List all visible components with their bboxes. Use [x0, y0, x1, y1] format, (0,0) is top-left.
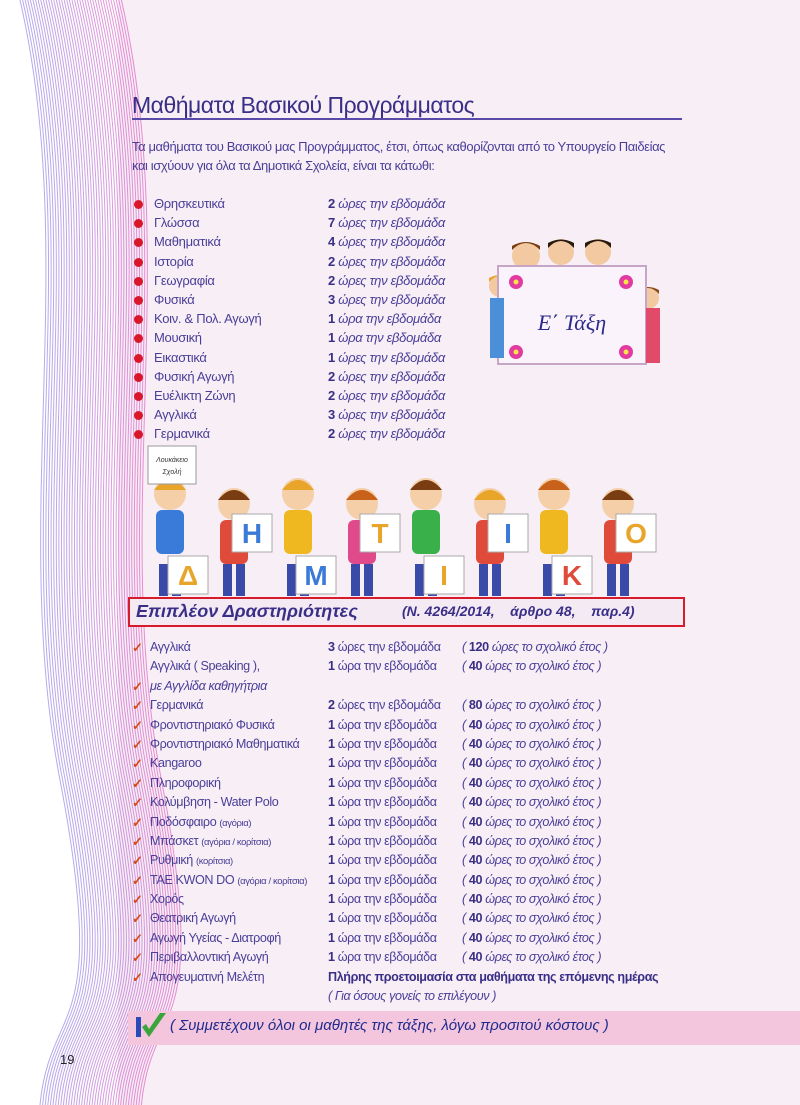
- weekly-hours-unit: ώρα την εβδομάδα: [337, 872, 437, 887]
- weekly-hours-unit: ώρα την εβδομάδα: [337, 659, 437, 674]
- yearly-hours-unit: ώρες το σχολικό έτος: [485, 892, 595, 907]
- dimotiko-kids-illustration: [140, 444, 680, 602]
- subject-hours: [328, 273, 445, 288]
- activity-name-text: Ποδόσφαιρο: [150, 814, 217, 829]
- yearly-hours-unit: ώρες το σχολικό έτος: [485, 833, 595, 848]
- activity-yearly-hours: ( 40 ώρες το σχολικό έτος ): [462, 775, 602, 790]
- footer-note: ( Συμμετέχουν όλοι οι μαθητές της τάξης, λόγω προσιτού κόστους ): [170, 1017, 609, 1034]
- activity-name-text: Κολύμβηση - Water Polo: [150, 795, 279, 810]
- yearly-hours-unit: ώρες το σχολικό έτος: [485, 872, 595, 887]
- activity-name: [150, 756, 201, 770]
- weekly-hours-count: 1: [328, 795, 335, 810]
- weekly-hours-count: 1: [328, 930, 335, 945]
- subject-name: Μουσική: [154, 330, 202, 346]
- activity-name-text: Φροντιστηριακό Φυσικά: [150, 717, 275, 732]
- hours-unit: ώρες την εβδομάδα: [338, 407, 445, 423]
- activity-name-text: Ρυθμική: [150, 853, 193, 868]
- activity-name-text: Αγγλικά ( Speaking ),: [150, 659, 260, 674]
- study-subnote: ( Για όσους γονείς το επιλέγουν ): [328, 989, 497, 1004]
- activity-audience: (αγόρια / κορίτσια): [201, 836, 271, 848]
- weekly-hours-unit: ώρες την εβδομάδα: [337, 640, 441, 654]
- hours-unit: ώρες την εβδομάδα: [338, 253, 445, 269]
- activity-yearly-hours: ( 120 ώρες το σχολικό έτος ): [462, 640, 608, 654]
- letter-card: [616, 514, 656, 552]
- hours-count: 1: [328, 330, 335, 346]
- letter-card-text: Μ: [304, 560, 328, 591]
- activity-yearly-hours: ( 40 ώρες το σχολικό έτος ): [462, 717, 602, 732]
- weekly-hours-count: 2: [328, 698, 335, 713]
- yearly-hours-count: 40: [468, 795, 483, 810]
- hours-count: 3: [328, 291, 335, 307]
- activity-yearly-hours: ( 40 ώρες το σχολικό έτος ): [462, 872, 602, 887]
- bullet-icon: [134, 315, 143, 324]
- activity-name-text: Χορός: [150, 892, 184, 907]
- activity-weekly-hours: [328, 892, 437, 906]
- activity-yearly-hours: ( 40 ώρες το σχολικό έτος ): [462, 892, 602, 907]
- check-icon: ✓: [132, 950, 143, 966]
- activity-name-text: Γερμανικά: [150, 698, 204, 713]
- letter-card-text: Ο: [625, 518, 647, 549]
- letter-card-text: Ι: [504, 518, 512, 549]
- yearly-hours-count: 40: [468, 911, 483, 926]
- subject-name: Φυσικά: [154, 291, 195, 307]
- subject-hours: [328, 350, 445, 365]
- weekly-hours-unit: ώρα την εβδομάδα: [337, 950, 437, 965]
- activity-name: [150, 834, 271, 848]
- yearly-hours-unit: ώρες το σχολικό έτος: [485, 950, 595, 965]
- activity-name: [150, 873, 307, 887]
- weekly-hours-unit: ώρα την εβδομάδα: [337, 892, 437, 907]
- subject-name: Ιστορία: [154, 253, 194, 269]
- bullet-icon: [134, 296, 143, 305]
- activity-name: [150, 659, 260, 673]
- letter-card-text: Δ: [177, 560, 199, 591]
- activity-name-text: Αγγλικά: [150, 640, 191, 654]
- activity-weekly-hours: [328, 795, 437, 809]
- activity-name: [150, 853, 233, 867]
- bullet-icon: [134, 277, 143, 286]
- subject-hours: [328, 369, 445, 384]
- subject-hours: [328, 234, 445, 249]
- check-icon: ✓: [132, 814, 143, 830]
- activity-name-text: Περιβαλλοντική Αγωγή: [150, 950, 269, 965]
- hours-unit: ώρες την εβδομάδα: [338, 215, 445, 231]
- activity-weekly-hours: [328, 698, 441, 712]
- subject-name: Μαθηματικά: [154, 234, 221, 250]
- hours-unit: ώρες την εβδομάδα: [338, 368, 445, 384]
- activity-yearly-hours: ( 40 ώρες το σχολικό έτος ): [462, 950, 602, 965]
- weekly-hours-unit: ώρα την εβδομάδα: [337, 911, 437, 926]
- weekly-hours-unit: ώρα την εβδομάδα: [337, 717, 437, 732]
- weekly-hours-unit: ώρα την εβδομάδα: [337, 736, 437, 751]
- class-sign-label: Ε΄ Τάξη: [537, 310, 607, 335]
- activity-audience: (αγόρια): [219, 817, 252, 829]
- check-icon: ✓: [132, 795, 143, 811]
- activity-name-text: Kangaroo: [150, 756, 202, 771]
- subject-name: Γερμανικά: [154, 426, 210, 442]
- yearly-hours-unit: ώρες το σχολικό έτος: [485, 717, 595, 732]
- subject-hours: [328, 292, 445, 307]
- activity-yearly-hours: ( 40 ώρες το σχολικό έτος ): [462, 795, 602, 810]
- activity-weekly-hours: [328, 659, 437, 673]
- activity-yearly-hours: ( 40 ώρες το σχολικό έτος ): [462, 659, 602, 674]
- activity-name: [150, 776, 221, 790]
- bullet-icon: [134, 411, 143, 420]
- weekly-hours-unit: ώρες την εβδομάδα: [337, 698, 441, 713]
- yearly-hours-count: 40: [468, 736, 483, 751]
- check-icon: ✓: [132, 930, 143, 946]
- intro-line: και ισχύουν για όλα τα Δημοτικά Σχολεία, είναι τα κάτωθι:: [132, 158, 435, 173]
- activity-yearly-hours: ( 40 ώρες το σχολικό έτος ): [462, 930, 602, 945]
- check-icon: ✓: [132, 775, 143, 791]
- extra-title: Επιπλέον Δραστηριότητες: [136, 601, 358, 621]
- hours-count: 1: [328, 349, 335, 365]
- hours-count: 2: [328, 387, 335, 403]
- activity-yearly-hours: ( 40 ώρες το σχολικό έτος ): [462, 853, 602, 868]
- activity-weekly-hours: [328, 911, 437, 925]
- hours-count: 2: [328, 272, 335, 288]
- letter-card-text: Τ: [371, 518, 389, 549]
- activity-name: [150, 640, 191, 654]
- activity-weekly-hours: [328, 950, 437, 964]
- yearly-hours-count: 40: [468, 930, 483, 945]
- activity-weekly-hours: [328, 737, 437, 751]
- bullet-icon: [134, 334, 143, 343]
- yearly-hours-unit: ώρες το σχολικό έτος: [485, 659, 595, 674]
- weekly-hours-count: 1: [328, 756, 335, 771]
- yearly-hours-count: 40: [468, 756, 483, 771]
- activity-yearly-hours: ( 80 ώρες το σχολικό έτος ): [462, 698, 602, 713]
- yearly-hours-count: 40: [468, 659, 483, 674]
- check-icon: ✓: [132, 756, 143, 772]
- yearly-hours-unit: ώρες το σχολικό έτος: [485, 775, 595, 790]
- activity-name-text: με Αγγλίδα καθηγήτρια: [150, 678, 267, 693]
- subject-hours: [328, 330, 441, 345]
- activity-weekly-hours: [328, 853, 437, 867]
- check-icon: ✓: [132, 717, 143, 733]
- hours-count: 1: [328, 311, 335, 327]
- yearly-hours-count: 40: [468, 892, 483, 907]
- activity-name: [150, 892, 184, 906]
- activity-name-text: Φροντιστηριακό Μαθηματικά: [150, 736, 300, 751]
- weekly-hours-count: 1: [328, 814, 335, 829]
- hours-unit: ώρα την εβδομάδα: [338, 311, 442, 327]
- yearly-hours-unit: ώρες το σχολικό έτος: [485, 853, 595, 868]
- subject-name: Γλώσσα: [154, 215, 200, 231]
- yearly-hours-count: 40: [468, 872, 483, 887]
- weekly-hours-count: 1: [328, 853, 335, 868]
- check-icon: ✓: [132, 911, 143, 927]
- page-title: Μαθήματα Βασικού Προγράμματος: [132, 92, 475, 118]
- weekly-hours-count: 1: [328, 736, 335, 751]
- weekly-hours-unit: ώρα την εβδομάδα: [337, 930, 437, 945]
- activity-weekly-hours: [328, 873, 437, 887]
- hours-unit: ώρες την εβδομάδα: [338, 349, 445, 365]
- weekly-hours-unit: ώρα την εβδομάδα: [337, 833, 437, 848]
- weekly-hours-count: 1: [328, 659, 335, 674]
- weekly-hours-count: 1: [328, 717, 335, 732]
- subject-name: Αγγλικά: [154, 407, 197, 423]
- letter-card-text: Ι: [440, 560, 448, 591]
- activity-weekly-hours: [328, 834, 437, 848]
- weekly-hours-count: 3: [328, 640, 335, 654]
- yearly-hours-unit: ώρες το σχολικό έτος: [485, 795, 595, 810]
- law-reference: (Ν. 4264/2014, άρθρο 48, παρ.4): [402, 603, 635, 619]
- yearly-hours-count: 80: [468, 698, 483, 713]
- subject-hours: [328, 426, 445, 441]
- bullet-icon: [134, 238, 143, 247]
- yearly-hours-unit: ώρες το σχολικό έτος: [485, 814, 595, 829]
- subject-name: Γεωγραφία: [154, 272, 215, 288]
- subject-hours: [328, 254, 445, 269]
- intro-text: [132, 137, 712, 175]
- subject-name: Εικαστικά: [154, 349, 207, 365]
- bullet-icon: [134, 373, 143, 382]
- subject-name: Θρησκευτικά: [154, 196, 225, 211]
- weekly-hours-count: 1: [328, 950, 335, 965]
- letter-card: [360, 514, 400, 552]
- letter-card: [424, 556, 464, 594]
- check-icon: ✓: [132, 892, 143, 908]
- check-icon: ✓: [132, 736, 143, 752]
- checkmark-icon: [134, 1011, 168, 1041]
- subject-name: Φυσική Αγωγή: [154, 368, 235, 384]
- weekly-hours-count: 1: [328, 775, 335, 790]
- hours-count: 2: [328, 426, 335, 442]
- yearly-hours-count: 120: [468, 640, 489, 654]
- yearly-hours-unit: ώρες το σχολικό έτος: [485, 930, 595, 945]
- subject-hours: [328, 215, 445, 230]
- check-icon: ✓: [132, 872, 143, 888]
- extra-activities-header: [128, 597, 685, 627]
- weekly-hours-unit: ώρα την εβδομάδα: [337, 853, 437, 868]
- subject-hours: [328, 311, 441, 326]
- activity-name: [150, 931, 281, 945]
- weekly-hours-unit: ώρα την εβδομάδα: [337, 756, 437, 771]
- yearly-hours-count: 40: [468, 833, 483, 848]
- activity-name: [150, 698, 203, 712]
- activity-name-text: Απογευματινή Μελέτη: [150, 969, 265, 984]
- hours-unit: ώρες την εβδομάδα: [338, 426, 445, 442]
- activity-weekly-hours: [328, 640, 441, 654]
- yearly-hours-unit: ώρες το σχολικό έτος: [485, 698, 595, 713]
- activity-weekly-hours: [328, 776, 437, 790]
- hours-unit: ώρες την εβδομάδα: [338, 272, 445, 288]
- bullet-icon: [134, 219, 143, 228]
- page-number: 19: [60, 1052, 75, 1067]
- activity-name-text: Πληροφορική: [150, 775, 221, 790]
- bullet-icon: [134, 354, 143, 363]
- activity-name: [150, 718, 274, 732]
- activity-weekly-hours: [328, 756, 437, 770]
- bullet-icon: [134, 392, 143, 401]
- study-note: Πλήρης προετοιμασία στα μαθήματα της επόμενης ημέρας: [328, 969, 659, 984]
- activity-name: [150, 795, 278, 809]
- hours-unit: ώρα την εβδομάδα: [338, 330, 442, 346]
- yearly-hours-count: 40: [468, 950, 483, 965]
- yearly-hours-count: 40: [468, 775, 483, 790]
- yearly-hours-count: 40: [468, 853, 483, 868]
- letter-card-text: Η: [241, 518, 263, 549]
- subject-name: Κοιν. & Πολ. Αγωγή: [154, 311, 262, 327]
- activity-yearly-hours: ( 40 ώρες το σχολικό έτος ): [462, 756, 602, 771]
- activity-name-text: Μπάσκετ: [150, 833, 199, 848]
- activity-name: [150, 737, 299, 751]
- subject-name: Ευέλικτη Ζώνη: [154, 387, 236, 403]
- activity-yearly-hours: ( 40 ώρες το σχολικό έτος ): [462, 833, 602, 848]
- weekly-hours-unit: ώρα την εβδομάδα: [337, 795, 437, 810]
- check-icon: ✓: [132, 969, 143, 985]
- activity-name-text: Αγωγή Υγείας - Διατροφή: [150, 930, 281, 945]
- letter-card: [168, 556, 208, 594]
- hours-unit: ώρες την εβδομάδα: [338, 387, 445, 403]
- weekly-hours-count: 1: [328, 833, 335, 848]
- hours-unit: ώρες την εβδομάδα: [338, 234, 445, 250]
- activity-name: [150, 950, 268, 964]
- weekly-hours-unit: ώρα την εβδομάδα: [337, 814, 437, 829]
- yearly-hours-count: 40: [468, 717, 483, 732]
- svg-text:Σχολή: Σχολή: [162, 469, 182, 476]
- bullet-icon: [134, 258, 143, 267]
- hours-unit: ώρες την εβδομάδα: [338, 291, 445, 307]
- check-icon: ✓: [132, 853, 143, 869]
- activity-yearly-hours: ( 40 ώρες το σχολικό έτος ): [462, 814, 602, 829]
- activity-name: [150, 815, 251, 829]
- activity-weekly-hours: [328, 718, 437, 732]
- hours-count: 2: [328, 196, 335, 211]
- hours-count: 2: [328, 368, 335, 384]
- yearly-hours-unit: ώρες το σχολικό έτος: [491, 640, 601, 654]
- svg-text:Λουκάκειο: Λουκάκειο: [156, 457, 188, 464]
- activity-name: [150, 911, 236, 925]
- activity-audience: (αγόρια / κορίτσια): [237, 875, 308, 887]
- letter-card: [488, 514, 528, 552]
- hours-count: 7: [328, 215, 335, 231]
- activity-name: [150, 679, 267, 693]
- bullet-icon: [134, 430, 143, 439]
- yearly-hours-unit: ώρες το σχολικό έτος: [485, 756, 595, 771]
- activity-weekly-hours: [328, 815, 437, 829]
- letter-card-text: Κ: [561, 560, 583, 591]
- activity-yearly-hours: ( 40 ώρες το σχολικό έτος ): [462, 911, 602, 926]
- weekly-hours-unit: ώρα την εβδομάδα: [337, 775, 437, 790]
- check-icon: ✓: [132, 833, 143, 849]
- yearly-hours-unit: ώρες το σχολικό έτος: [485, 911, 595, 926]
- subject-hours: [328, 407, 445, 422]
- letter-card: [552, 556, 592, 594]
- activity-name-text: Θεατρική Αγωγή: [150, 911, 236, 926]
- hours-count: 3: [328, 407, 335, 423]
- weekly-hours-count: 1: [328, 911, 335, 926]
- subject-hours: [328, 196, 445, 211]
- letter-card: [232, 514, 272, 552]
- hours-unit: ώρες την εβδομάδα: [338, 196, 445, 211]
- title-underline: [132, 118, 682, 120]
- activity-name-text: TAE KWON DO: [150, 872, 235, 887]
- yearly-hours-unit: ώρες το σχολικό έτος: [485, 736, 595, 751]
- subject-hours: [328, 388, 445, 403]
- class-sign-illustration: [486, 238, 666, 378]
- weekly-hours-count: 1: [328, 872, 335, 887]
- activity-audience: (κορίτσια): [195, 856, 233, 868]
- intro-line: Τα μαθήματα του Βασικού μας Προγράμματος, έτσι, όπως καθορίζονται από το Υπουργείο Παιδείας: [132, 139, 666, 154]
- bullet-icon: [134, 200, 143, 209]
- hours-count: 2: [328, 253, 335, 269]
- check-icon: ✓: [132, 698, 143, 714]
- check-icon: ✓: [132, 678, 143, 694]
- letter-card: [296, 556, 336, 594]
- activity-weekly-hours: [328, 931, 437, 945]
- activity-name: [150, 970, 264, 984]
- check-icon: ✓: [132, 640, 143, 655]
- weekly-hours-count: 1: [328, 892, 335, 907]
- hours-count: 4: [328, 234, 335, 250]
- yearly-hours-count: 40: [468, 814, 483, 829]
- activity-yearly-hours: ( 40 ώρες το σχολικό έτος ): [462, 736, 602, 751]
